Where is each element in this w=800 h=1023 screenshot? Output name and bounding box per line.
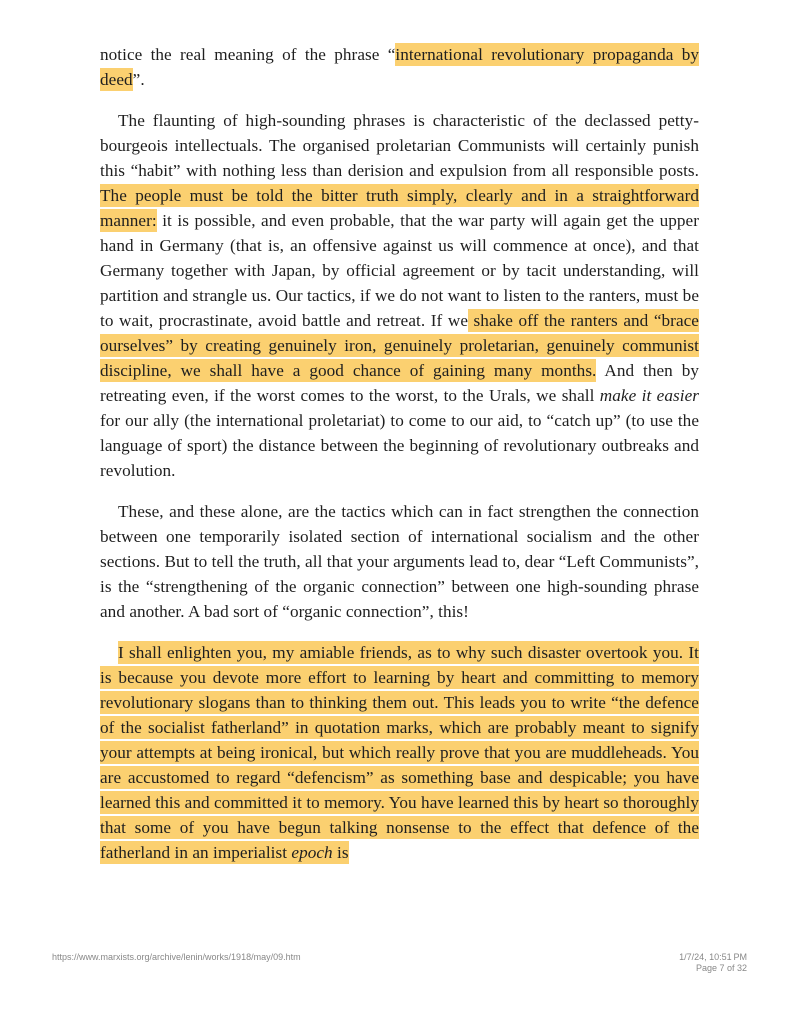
footer-meta bbox=[679, 952, 747, 974]
text-segment: for our ally (the international proletariat) to come to our aid, to “catch up” (to use the language of sport) the distance between the beginning of revolutionary outbreaks and revolution. bbox=[100, 411, 699, 480]
page-number: Page 7 of 32 bbox=[695, 963, 747, 973]
text-segment: ”. bbox=[132, 70, 145, 89]
text-segment: The flaunting of high-sounding phrases is characteristic of the declassed petty-bourgeois intellectuals. The organised proletarian Communists will certainly punish this “habit” with nothing less than derision and expulsion from all responsible posts. bbox=[100, 111, 699, 180]
text-segment: These, and these alone, are the tactics which can in fact strengthen the connection between one temporarily isolated section of international socialism and the other sections. But to tell the truth, all that your arguments lead to, dear “Left Communists”, is the “strengthening of the organic connection” between one high-sounding phrase and another. A bad sort of “organic connection”, this! bbox=[100, 502, 699, 621]
highlighted-segment[interactable]: international revolutionary propaganda by deed bbox=[100, 45, 699, 89]
paragraph-3 bbox=[100, 499, 699, 624]
paragraph-1 bbox=[100, 42, 699, 92]
source-url: https://www.marxists.org/archive/lenin/works/1918/may/09.htm bbox=[52, 952, 301, 962]
emphasis-text: make it easier bbox=[599, 386, 699, 405]
highlighted-emphasis-text[interactable]: epoch bbox=[291, 843, 333, 862]
highlighted-segment[interactable]: is bbox=[332, 843, 349, 862]
paragraph-4 bbox=[100, 640, 699, 865]
text-segment: it is possible, and even probable, that the war party will again get the upper hand in Germany (that is, an offensive against us will commence at once), and that Germany together with Japan, by official agreement or by tacit understanding, will partition and strangle us. Our tactics, if we do not want to listen to the ranters, must be to wait, procrastinate, avoid battle and retreat. If we bbox=[100, 211, 699, 330]
highlighted-segment[interactable]: shake off the ranters and “brace ourselves” by creating genuinely iron, genuinely proletarian, genuinely communist discipline, we shall have a good chance of gaining many months. bbox=[100, 311, 699, 380]
print-datetime: 1/7/24, 10:51 PM bbox=[679, 952, 747, 962]
text-segment: And then by retreating even, if the worst comes to the worst, to the Urals, we shall bbox=[100, 361, 699, 405]
highlighted-segment[interactable]: You are accustomed to regard “defencism” as something base and despicable; you have learned this and committed it to memory. You have learned this by heart so thoroughly that some of you have begun talking nonsense to the effect that defence of the fatherland in an imperialist bbox=[100, 743, 699, 862]
highlighted-segment[interactable]: I shall enlighten you, my amiable friends, as to why such disaster overtook you. It is because you devote more effort to learning by heart and committing to memory revolutionary slogans than to thinking them out. This leads you to write “the defence of the socialist fatherland” in quotation marks, which are probably meant to signify your attempts at being ironical, but which really prove that you are muddleheads. bbox=[100, 643, 699, 762]
text-segment: notice the real meaning of the phrase “ bbox=[100, 45, 396, 64]
highlighted-segment[interactable]: The people must be told the bitter truth simply, clearly and in a straightforward manner: bbox=[100, 186, 699, 230]
document-page bbox=[100, 42, 699, 881]
paragraph-2 bbox=[100, 108, 699, 483]
